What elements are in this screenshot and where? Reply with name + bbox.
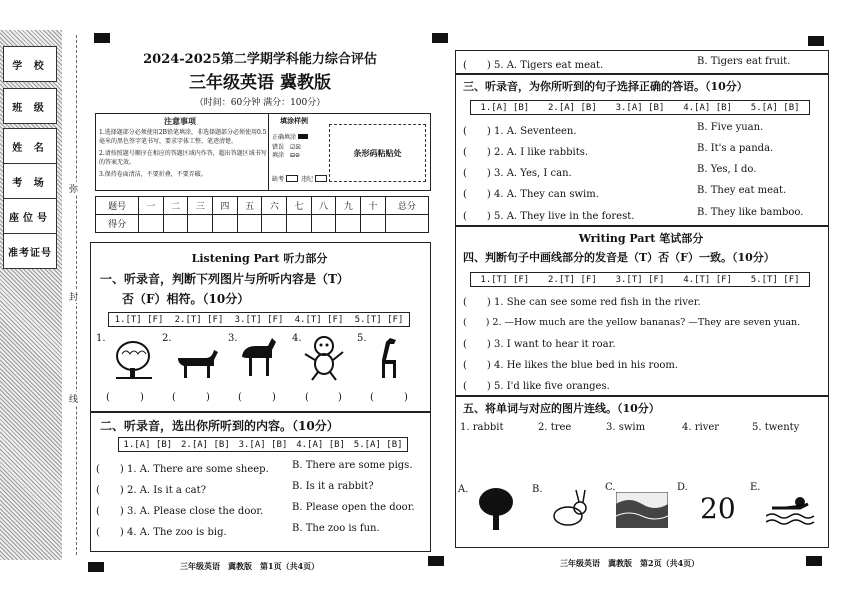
s3-opt[interactable]: 5.[A] [B] bbox=[750, 102, 800, 113]
s2-opt[interactable]: 2.[A] [B] bbox=[181, 439, 230, 450]
notice-item: 2.请按照题号顺序在相应的答题区域内作答，超出答题区域书写的答案无效。 bbox=[99, 150, 267, 166]
s5-letter: A. bbox=[458, 484, 469, 495]
notice-item: 3.保持卷面清洁，不要折叠，不要弄破。 bbox=[99, 171, 207, 178]
horse-picture bbox=[236, 336, 280, 380]
s1-num: 2. bbox=[162, 333, 172, 344]
side-label: 准考证号 bbox=[8, 247, 52, 259]
s2-item-a: ( ) 2. A. Is it a cat? bbox=[96, 485, 207, 496]
sheep-tree-picture bbox=[110, 338, 156, 382]
violation-checkbox[interactable] bbox=[315, 175, 327, 182]
s2-item-b: B. Please open the door. bbox=[292, 502, 415, 513]
s1-paren[interactable]: ) bbox=[140, 392, 144, 403]
s1-opt[interactable]: 4.[T] [F] bbox=[294, 314, 344, 325]
s3-item-b: B. They like bamboo. bbox=[697, 207, 804, 218]
registration-mark bbox=[808, 36, 824, 46]
s2-item-a: ( ) 1. A. There are some sheep. bbox=[96, 464, 269, 475]
rabbit-picture bbox=[546, 488, 590, 528]
binding-char-1: 弥 bbox=[69, 182, 78, 195]
s3-opt[interactable]: 2.[A] [B] bbox=[548, 102, 597, 113]
s5-letter: B. bbox=[532, 484, 543, 495]
s5-letter: D. bbox=[677, 482, 688, 493]
s4-item: ( ) 5. I'd like five oranges. bbox=[463, 381, 610, 392]
side-field-seat bbox=[3, 198, 57, 234]
score-cell: 九 bbox=[336, 197, 361, 215]
s3-answer-bar bbox=[470, 100, 810, 115]
score-cell[interactable] bbox=[237, 215, 262, 233]
score-cell: 三 bbox=[188, 197, 213, 215]
side-label: 学 校 bbox=[12, 60, 48, 72]
s4-opt[interactable]: 5.[T] [F] bbox=[750, 274, 800, 285]
s1-opt[interactable]: 1.[T] [F] bbox=[114, 314, 164, 325]
s3-item-b: B. Yes, I do. bbox=[697, 164, 757, 175]
registration-mark bbox=[94, 33, 110, 43]
s2-item-a: ( ) 3. A. Please close the door. bbox=[96, 506, 264, 517]
listening-section-1-box bbox=[90, 242, 431, 412]
absent-label: 缺考 bbox=[272, 176, 285, 183]
donkey-picture bbox=[170, 344, 220, 380]
s1-opt[interactable]: 5.[T] [F] bbox=[354, 314, 404, 325]
s4-opt[interactable]: 2.[T] [F] bbox=[548, 274, 597, 285]
s3-item-a: ( ) 1. A. Seventeen. bbox=[463, 126, 577, 137]
side-label: 姓 名 bbox=[12, 142, 48, 154]
example-title: 填涂样例 bbox=[280, 116, 308, 125]
s3-item-b: B. It's a panda. bbox=[697, 143, 774, 154]
score-cell: 七 bbox=[287, 197, 312, 215]
registration-mark bbox=[806, 556, 822, 566]
side-field-school bbox=[3, 46, 57, 82]
score-cell[interactable] bbox=[163, 215, 188, 233]
score-table bbox=[95, 196, 429, 233]
s4-opt[interactable]: 4.[T] [F] bbox=[683, 274, 732, 285]
score-cell: 六 bbox=[262, 197, 287, 215]
writing-part-title: Writing Part 笔试部分 bbox=[578, 232, 704, 245]
registration-mark bbox=[428, 556, 444, 566]
s2-answer-bar bbox=[118, 437, 408, 452]
giraffe-picture bbox=[370, 334, 410, 382]
s2-item-b: B. The zoo is fun. bbox=[292, 523, 380, 534]
side-field-name bbox=[3, 128, 57, 164]
s1-paren[interactable]: ) bbox=[206, 392, 210, 403]
score-cell: 二 bbox=[163, 197, 188, 215]
score-cell: 总分 bbox=[385, 197, 428, 215]
s1-num: 1. bbox=[96, 333, 106, 344]
score-cell[interactable] bbox=[311, 215, 336, 233]
s3-item-b: B. Five yuan. bbox=[697, 122, 764, 133]
score-cell: 八 bbox=[311, 197, 336, 215]
score-cell: 四 bbox=[213, 197, 238, 215]
score-cell[interactable] bbox=[385, 215, 428, 233]
exam-time-score: （时间：60分钟 满分：100分） bbox=[194, 98, 326, 108]
side-label: 考 场 bbox=[12, 177, 48, 189]
s4-item: ( ) 3. I want to hear it roar. bbox=[463, 339, 616, 350]
s1-num: 5. bbox=[357, 333, 367, 344]
s1-answer-bar bbox=[108, 312, 410, 327]
s4-item: ( ) 4. He likes the blue bed in his room. bbox=[463, 360, 679, 371]
binding-char-2: 封 bbox=[69, 290, 78, 303]
example-correct-label: 正确填涂 bbox=[272, 134, 297, 141]
filled-box-icon bbox=[298, 134, 308, 139]
score-cell[interactable] bbox=[213, 215, 238, 233]
monkey-picture bbox=[300, 332, 350, 382]
s2-heading: 二、听录音，选出你所听到的内容。（10分） bbox=[100, 419, 339, 433]
exam-title: 2024-2025第二学期学科能力综合评估 bbox=[143, 52, 377, 67]
s1-paren[interactable]: ( bbox=[106, 392, 110, 403]
violation-label: 违纪 bbox=[301, 176, 314, 183]
notice-divider bbox=[268, 114, 269, 190]
s5-word: 4. river bbox=[682, 422, 720, 433]
s2-opt[interactable]: 4.[A] [B] bbox=[296, 439, 345, 450]
s3-item-a: ( ) 3. A. Yes, I can. bbox=[463, 168, 572, 179]
side-label: 班 级 bbox=[12, 102, 48, 114]
listening-part-title: Listening Part 听力部分 bbox=[191, 252, 328, 265]
s2-opt[interactable]: 3.[A] [B] bbox=[238, 439, 288, 450]
s1-heading: 一、听录音，判断下列图片与所听内容是（T） bbox=[100, 272, 349, 286]
s3-item-b: B. They eat meat. bbox=[697, 185, 787, 196]
binding-char-3: 线 bbox=[69, 392, 78, 405]
number-twenty-picture: 20 bbox=[700, 492, 736, 525]
s2-opt[interactable]: 5.[A] [B] bbox=[353, 439, 403, 450]
s1-paren[interactable]: ( bbox=[370, 392, 374, 403]
score-cell: 五 bbox=[237, 197, 262, 215]
s3-opt[interactable]: 1.[A] [B] bbox=[480, 102, 530, 113]
score-cell[interactable] bbox=[188, 215, 213, 233]
s1-paren[interactable]: ( bbox=[172, 392, 176, 403]
side-field-room bbox=[3, 163, 57, 199]
score-cell[interactable] bbox=[336, 215, 361, 233]
notice-item: 1.选择题部分必须使用2B铅笔填涂，非选择题部分必须使用0.5毫米的黑色签字笔书写，要求字体工整、笔迹清楚。 bbox=[99, 129, 267, 145]
s2-item-b: B. Is it a rabbit? bbox=[292, 481, 374, 492]
tree-picture bbox=[476, 486, 516, 532]
s2-opt[interactable]: 1.[A] [B] bbox=[123, 439, 173, 450]
s1-heading-2: 否（F）相符。（10分） bbox=[122, 292, 250, 306]
s1-paren[interactable]: ( bbox=[305, 392, 309, 403]
s3-item-a: ( ) 2. A. I like rabbits. bbox=[463, 147, 589, 158]
exam-subtitle: 三年级英语 冀教版 bbox=[189, 73, 331, 93]
notice-title: 注意事项 bbox=[164, 116, 196, 126]
s4-answer-bar bbox=[470, 272, 810, 287]
s4-item: ( ) 1. She can see some red fish in the river. bbox=[463, 297, 701, 308]
s4-item: ( ) 2. —How much are the yellow bananas? —They are seven yuan. bbox=[463, 317, 801, 328]
s4-heading: 四、判断句子中画线部分的发音是（T）否（F）一致。（10分） bbox=[463, 251, 775, 264]
s3-heading: 三、听录音，为你所听到的句子选择正确的答语。（10分） bbox=[463, 80, 748, 93]
score-cell: 得分 bbox=[96, 215, 139, 233]
s2-item-b: B. Tigers eat fruit. bbox=[697, 56, 791, 67]
s4-opt[interactable]: 3.[T] [F] bbox=[615, 274, 665, 285]
s5-word: 3. swim bbox=[606, 422, 646, 433]
score-cell[interactable] bbox=[139, 215, 164, 233]
swimming-picture bbox=[766, 492, 816, 526]
wrong-marks-icon: ☑☒ ⊟⊖ bbox=[290, 144, 301, 159]
s3-opt[interactable]: 3.[A] [B] bbox=[615, 102, 665, 113]
s1-paren[interactable]: ) bbox=[272, 392, 276, 403]
s2-item-b: B. There are some pigs. bbox=[292, 460, 413, 471]
example-correct bbox=[272, 132, 308, 141]
s1-paren[interactable]: ( bbox=[238, 392, 242, 403]
s3-opt[interactable]: 4.[A] [B] bbox=[683, 102, 732, 113]
s5-word: 1. rabbit bbox=[460, 422, 504, 433]
score-table-header-row bbox=[96, 197, 429, 215]
score-cell[interactable] bbox=[262, 215, 287, 233]
s1-paren[interactable]: ) bbox=[404, 392, 408, 403]
registration-mark bbox=[432, 33, 448, 43]
s1-opt[interactable]: 2.[T] [F] bbox=[174, 314, 224, 325]
notice-box bbox=[95, 113, 431, 191]
example-wrong: 错误填涂 bbox=[272, 144, 285, 159]
s5-word: 5. twenty bbox=[752, 422, 800, 433]
s5-heading: 五、将单词与对应的图片连线。（10分） bbox=[463, 402, 660, 415]
score-table-score-row bbox=[96, 215, 429, 233]
s1-opt[interactable]: 3.[T] [F] bbox=[234, 314, 284, 325]
footer-left: 三年级英语 冀教版 第1页（共4页） bbox=[180, 561, 320, 571]
s2-item-a: ( ) 5. A. Tigers eat meat. bbox=[463, 60, 604, 71]
footer-right: 三年级英语 冀教版 第2页（共4页） bbox=[560, 558, 700, 568]
s3-item-a: ( ) 5. A. They live in the forest. bbox=[463, 211, 635, 222]
s2-item-a: ( ) 4. A. The zoo is big. bbox=[96, 527, 227, 538]
river-picture bbox=[616, 492, 668, 528]
absent-checkbox[interactable] bbox=[286, 175, 298, 182]
s5-word: 2. tree bbox=[538, 422, 572, 433]
score-cell[interactable] bbox=[287, 215, 312, 233]
s1-paren[interactable]: ) bbox=[338, 392, 342, 403]
registration-mark bbox=[88, 562, 104, 572]
s1-num: 4. bbox=[292, 333, 302, 344]
s4-opt[interactable]: 1.[T] [F] bbox=[480, 274, 530, 285]
s3-item-a: ( ) 4. A. They can swim. bbox=[463, 189, 599, 200]
side-field-exam-id bbox=[3, 233, 57, 269]
score-cell: 题号 bbox=[96, 197, 139, 215]
side-label: 座位号 bbox=[9, 212, 51, 224]
score-cell: 一 bbox=[139, 197, 164, 215]
score-cell: 十 bbox=[361, 197, 386, 215]
s5-letter: E. bbox=[750, 482, 761, 493]
side-field-class bbox=[3, 88, 57, 124]
barcode-area: 条形码粘贴处 bbox=[329, 124, 426, 182]
s1-num: 3. bbox=[228, 333, 238, 344]
s5-letter: C. bbox=[605, 482, 616, 493]
score-cell[interactable] bbox=[361, 215, 386, 233]
